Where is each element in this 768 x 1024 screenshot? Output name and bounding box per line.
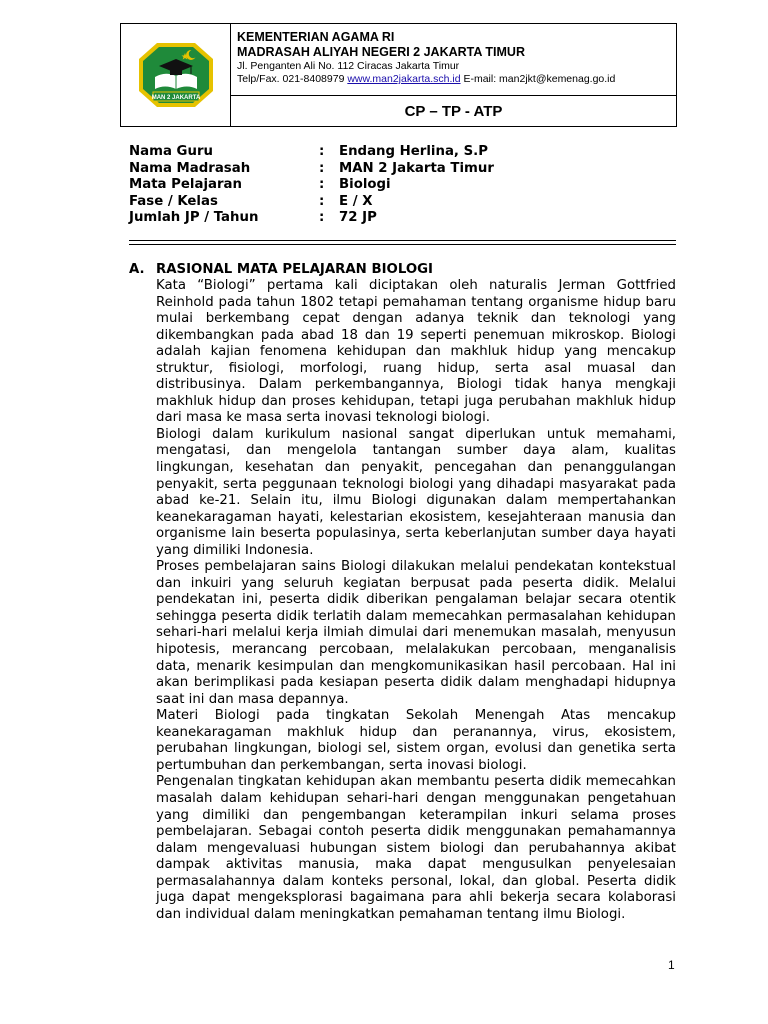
- section-body: [156, 278, 676, 923]
- identity-separator: :: [319, 193, 325, 209]
- paragraph: Biologi dalam kurikulum nasional sangat diperlukan untuk memahami, mengatasi, dan mengelola tantangan sumber daya alam, kualitas lingkungan, kesehatan dan penyakit, pencegahan dan penanggulangan penyakit, serta peggunaan teknologi biologi yang dihadapi masyarakat pada abad ke-21. Selain itu, ilmu Biologi digunakan dalam mempertahankan keanekaragaman hayati, kelestarian ekosistem, kesejahteraan manusia dan organisme lain beserta populasinya, serta keberlanjutan sumber daya hayati yang dimiliki Indonesia.: [156, 426, 676, 558]
- ministry-name: KEMENTERIAN AGAMA RI: [237, 30, 395, 44]
- letterhead: [120, 23, 677, 127]
- paragraph: Materi Biologi pada tingkatan Sekolah Menengah Atas mencakup keanekaragaman makhluk hidup dan peranannya, virus, ekosistem, perubahan lingkungan, biologi sel, sistem organ, evolusi dan genetika serta pertumbuhan dan perkembangan, serta inovasi biologi.: [156, 708, 676, 773]
- document-title-cell: [231, 96, 676, 126]
- paragraph: Proses pembelajaran sains Biologi dilakukan melalui pendekatan kontekstual dan inkuiri yang seluruh kegiatan berpusat pada peserta didik. Melalui pendekatan ini, peserta didik diberikan pengalaman belajar secara otentik sehingga peserta didik terlatih dalam memecahkan permasalahan kehidupan sehari-hari melalui kerja ilmiah dimulai dari menemukan masalah, menyusun hipotesis, merancang percobaan, melalakukan percobaan, menganalisis data, menarik kesimpulan dan mengkomunikasikan hasil percobaan. Hal ini akan berimplikasi pada kesiapan peserta didik dalam menghadapi hidupnya saat ini dan masa depannya.: [156, 559, 676, 707]
- identity-value: Biologi: [339, 177, 391, 193]
- paragraph: Kata “Biologi” pertama kali diciptakan oleh naturalis Jerman Gottfried Reinhold pada tahun 1802 tetapi pemahaman tentang organisme hidup baru mulai berkembang cepat dengan adanya teknik dan teknologi yang dikembangkan pada abad 18 dan 19 seperti penemuan mikroskop. Biologi adalah kajian fenomena kehidupan dan makhluk hidup yang mencakup struktur, fisiologi, morfologi, ruang hidup, serta asal muasal dan distribusinya. Dalam perkembangannya, Biologi tidak hanya mengkaji makhluk hidup dan proses kehidupan, tetapi juga perubahan makhluk hidup dari masa ke masa serta inovasi teknologi biologi.: [156, 278, 676, 426]
- divider-line: [129, 244, 676, 245]
- school-address: Jl. Penganten Ali No. 112 Ciracas Jakarta Timur: [237, 60, 460, 72]
- section-heading: [129, 262, 433, 277]
- contact-line: [237, 73, 676, 86]
- email-text: E-mail: man2jkt@kemenag.go.id: [460, 73, 616, 85]
- page-number: 1: [668, 958, 675, 972]
- paragraph: Pengenalan tingkatan kehidupan akan membantu peserta didik memecahkan masalah dalam kehidupan sehari-hari dengan menggunakan pengetahuan yang dimiliki dan pengembangan keterampilan inkuri selama proses pembelajaran. Sebagai contoh peserta didik menggunakan pemahamannya dalam mengevaluasi hubungan sistem biologi dan perubahannya akibat dampak aktivitas manusia, maka dapat mengusulkan penyelesaian permasalahannya dalam konteks personal, lokal, dan global. Peserta didik juga dapat mengeksplorasi bagaimana para ahli bekerja secara kolaborasi dan individual dalam meningkatkan pemahaman tentang ilmu Biologi.: [156, 774, 676, 922]
- identity-value: E / X: [339, 193, 373, 209]
- identity-separator: :: [319, 210, 325, 226]
- identity-value: Endang Herlina, S.P: [339, 144, 488, 159]
- website-link[interactable]: www.man2jakarta.sch.id: [347, 73, 461, 85]
- section-title: RASIONAL MATA PELAJARAN BIOLOGI: [156, 262, 433, 277]
- divider-line: [129, 240, 676, 241]
- section-number: A.: [129, 262, 145, 277]
- madrasah-logo: [135, 39, 217, 111]
- svg-text:MAN 2 JAKARTA: MAN 2 JAKARTA: [151, 95, 200, 101]
- phone-text: Telp/Fax. 021-8408979: [237, 73, 348, 85]
- document-title: CP – TP - ATP: [404, 102, 503, 120]
- identity-label: Mata Pelajaran: [129, 177, 242, 193]
- identity-value: 72 JP: [339, 210, 377, 226]
- identity-label: Fase / Kelas: [129, 193, 218, 209]
- identity-separator: :: [319, 144, 325, 159]
- identity-label: Nama Guru: [129, 144, 213, 159]
- school-name: MADRASAH ALIYAH NEGERI 2 JAKARTA TIMUR: [237, 45, 525, 59]
- institution-info: [231, 24, 676, 96]
- identity-separator: :: [319, 160, 325, 176]
- logo-cell: [121, 24, 231, 126]
- identity-separator: :: [319, 177, 325, 193]
- identity-label: Jumlah JP / Tahun: [129, 210, 259, 226]
- identity-label: Nama Madrasah: [129, 160, 251, 176]
- identity-value: MAN 2 Jakarta Timur: [339, 160, 494, 176]
